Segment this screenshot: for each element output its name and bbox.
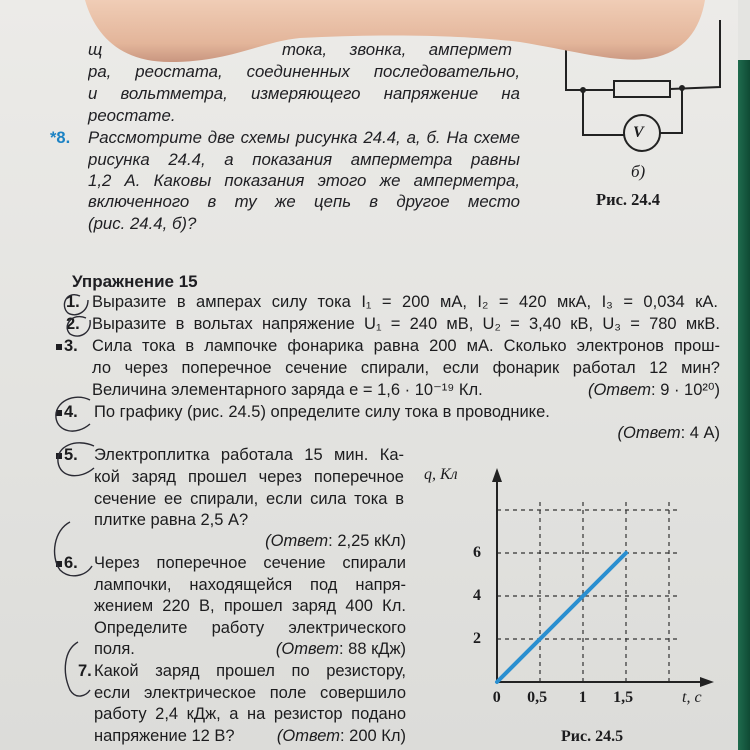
text-line: ра, реостата, соединенных последовательно, (88, 62, 520, 81)
y-tick-label: 4 (473, 587, 481, 604)
text: напряжение 12 В? (94, 727, 235, 745)
exercise-number: 5. (56, 444, 78, 466)
exercise-title: Упражнение 15 (72, 272, 198, 291)
text-line: жением 220 В, прошел заряд 400 Кл. (94, 597, 406, 615)
text-line: включенного в ту же цепь в другое место (88, 192, 520, 211)
figure-sublabel: б) (631, 162, 646, 181)
exercise-number: 1. (66, 293, 80, 311)
answer-label: (Ответ (617, 424, 681, 442)
exercise-number: 6. (56, 552, 78, 574)
text-line: Выразите в вольтах напряжение U₁ = 240 мВ, U₂ = 3,40 кВ, U₃ = 780 мкВ. (92, 315, 720, 333)
text-line: Сила тока в лампочке фонарика равна 200 мА. Сколько электронов прош- (92, 337, 720, 355)
y-tick-label: 6 (473, 544, 481, 561)
text-line: Через поперечное сечение спирали (94, 554, 406, 572)
answer-value: : 88 кДж) (338, 640, 406, 658)
y-axis-label: q, Кл (424, 466, 458, 483)
text-line: реостате. (88, 106, 176, 125)
answer-value: : 9 · 10²⁰) (651, 381, 720, 399)
answer-label: (Ответ (265, 532, 329, 550)
answer-value: : 200 Кл) (339, 727, 406, 745)
task-number: *8. (50, 129, 71, 147)
text-line: (рис. 24.4, б)? (88, 214, 197, 233)
text-line: плитке равна 2,5 А? (94, 511, 249, 529)
answer-value: : 4 А) (680, 424, 720, 442)
text-line: 1,2 А. Каковы показания этого же амперметра, (88, 171, 520, 190)
text-line: Выразите в амперах силу тока I₁ = 200 мА, I₂ = 420 мкА, I₃ = 0,034 кА. (92, 293, 718, 311)
answer-label: (Ответ (275, 640, 339, 658)
text: Величина элементарного заряда e = 1,6 · 10⁻¹⁹ Кл. (92, 381, 483, 399)
answer-label: (Ответ (276, 727, 340, 745)
x-axis-label: t, с (682, 689, 702, 706)
text-line: ло через поперечное сечение спирали, если фонарик работал 12 мин? (92, 359, 720, 377)
x-tick-label: 0 (492, 689, 501, 706)
y-tick-label: 2 (473, 630, 481, 647)
text-line: Определите работу электрического (94, 619, 406, 637)
exercise-number: 7. (78, 662, 92, 680)
voltmeter-label: V (633, 124, 644, 141)
text-line: работу 2,4 кДж, а на резистор подано (94, 705, 406, 723)
text-line: тока, звонка, ампермет (282, 40, 512, 59)
text-line: Электроплитка работала 15 мин. Ка- (94, 446, 404, 464)
text-line: щ (88, 40, 103, 59)
text-line: если электрическое поле совершило (94, 684, 406, 702)
text-line: рисунка 24.4, а показания амперметра равны (88, 150, 520, 169)
text-line: и вольтметра, измеряющего напряжение на (88, 84, 520, 103)
answer-label: (Ответ (587, 381, 652, 399)
text-line: кой заряд прошел через поперечное (94, 468, 404, 486)
text: поля. (94, 640, 135, 658)
exercise-number: 2. (66, 315, 80, 333)
x-tick-label: 1 (578, 689, 587, 706)
text-line: сечение ее спирали, если сила тока в (94, 490, 404, 508)
text-line: лампочки, находящейся под напря- (94, 576, 406, 594)
x-tick-label: 0,5 (527, 689, 548, 706)
exercise-number: 3. (56, 335, 78, 357)
answer-value: : 2,25 кКл) (328, 532, 406, 550)
chart-caption: Рис. 24.5 (561, 728, 624, 745)
text-line: Какой заряд прошел по резистору, (94, 662, 406, 680)
text-line: Рассмотрите две схемы рисунка 24.4, а, б. На схеме (88, 128, 520, 147)
x-tick-label: 1,5 (613, 689, 634, 706)
finger (85, 0, 705, 62)
figure-caption: Рис. 24.4 (596, 190, 661, 209)
text-line: По графику (рис. 24.5) определите силу тока в проводнике. (94, 403, 550, 421)
exercise-number: 4. (56, 401, 78, 423)
